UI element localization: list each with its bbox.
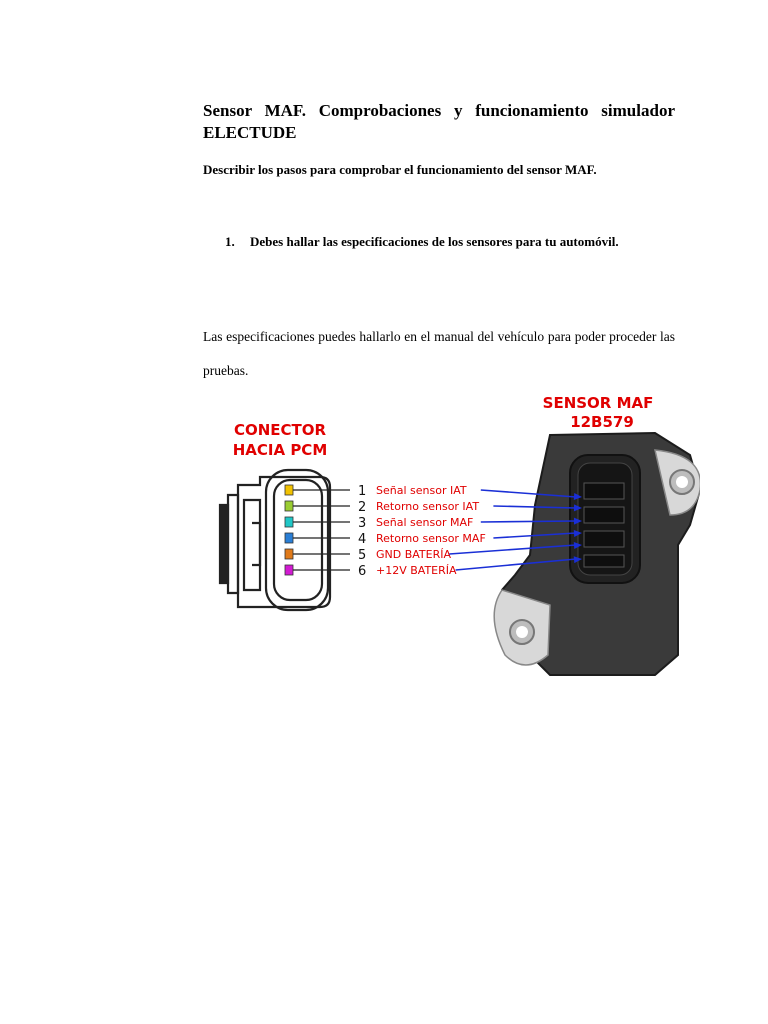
document-title: Sensor MAF. Comprobaciones y funcionamiento simulador ELECTUDE xyxy=(203,101,675,142)
pin-label: Retorno sensor MAF xyxy=(376,532,486,545)
maf-sensor-body xyxy=(494,433,700,675)
pin-label: Señal sensor IAT xyxy=(376,484,467,497)
pin-arrow-line xyxy=(481,521,576,522)
pin-number: 3 xyxy=(358,516,367,531)
pin-label: Retorno sensor IAT xyxy=(376,500,480,513)
connector-title-line2: HACIA PCM xyxy=(232,441,328,459)
pin-marker xyxy=(285,549,293,559)
pin-label: Señal sensor MAF xyxy=(376,516,474,529)
diagram-svg xyxy=(200,385,700,685)
pin-number: 2 xyxy=(358,500,367,515)
pin-number: 1 xyxy=(358,484,367,499)
body-paragraph: Las especificaciones puedes hallarlo en el manual del vehículo para poder proceder las pruebas. xyxy=(203,329,675,378)
pin-marker xyxy=(285,565,293,575)
connector-title-line1: CONECTOR xyxy=(233,421,327,439)
pcm-connector-outline xyxy=(220,470,330,610)
pin-marker xyxy=(285,485,293,495)
pin-marker xyxy=(285,501,293,511)
list-item-text: Debes hallar las especificaciones de los sensores para tu automóvil. xyxy=(250,234,619,249)
maf-connector-diagram xyxy=(200,385,700,685)
sensor-title-line1: SENSOR MAF xyxy=(542,394,654,412)
list-item xyxy=(225,224,675,260)
document-subtitle: Describir los pasos para comprobar el funcionamiento del sensor MAF. xyxy=(203,162,597,177)
pin-number: 5 xyxy=(358,548,367,563)
pin-marker xyxy=(285,533,293,543)
pin-label: GND BATERÍA xyxy=(376,548,452,561)
pin-marker xyxy=(285,517,293,527)
pin-number: 4 xyxy=(358,532,367,547)
pin-number: 6 xyxy=(358,564,367,579)
list-item-number: 1. xyxy=(225,234,235,249)
pin-label: +12V BATERÍA xyxy=(376,564,457,577)
sensor-title-line2: 12B579 xyxy=(570,413,634,431)
